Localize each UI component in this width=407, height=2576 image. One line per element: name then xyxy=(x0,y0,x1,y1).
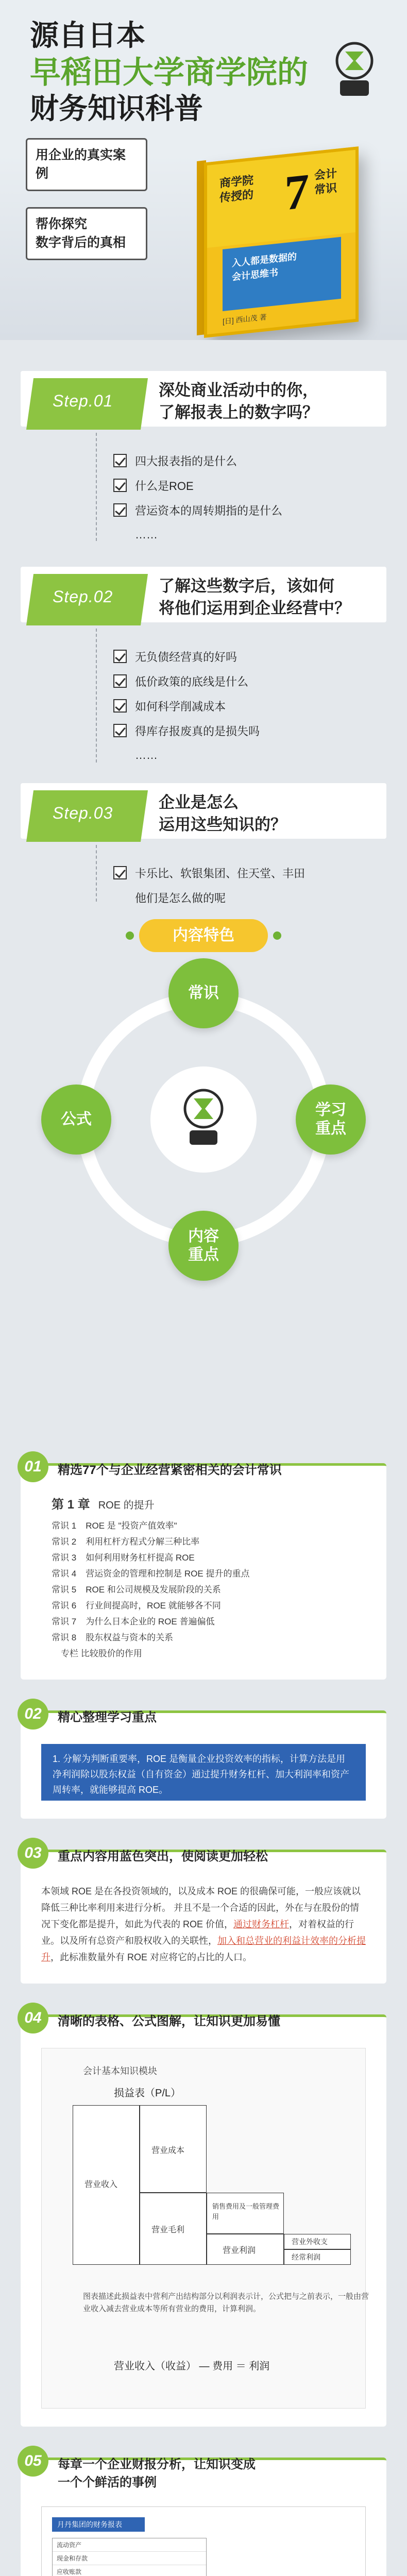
card-4 xyxy=(21,2009,386,2427)
feature-bubble-common-sense xyxy=(168,958,239,1028)
feature-title-dot-right xyxy=(273,931,281,940)
pl-title: 损益表（P/L） xyxy=(114,2088,181,2099)
step-1-question xyxy=(159,379,318,424)
list-item-text: 卡乐比、软银集团、住天堂、丰田 xyxy=(135,867,306,880)
feature-bubble-study-points-text xyxy=(315,1101,346,1138)
features-title xyxy=(139,919,268,952)
book-cover-author: [日] 西山茂 著 xyxy=(223,312,267,326)
card-3-text2: 并且不是一个合适的因此，外在与在股份的情况下变化都是提升，如此为代表的 ROE 价值， xyxy=(41,1903,360,1929)
toc-row-title: ROE 和公司规模及发展阶段的关系 xyxy=(86,1585,221,1595)
card-5 xyxy=(21,2452,386,2576)
step-3-question xyxy=(159,791,286,836)
hero-bubble-truth xyxy=(26,207,147,260)
case-study-page xyxy=(41,2506,366,2576)
book-cover-left-title xyxy=(219,173,253,205)
card-1 xyxy=(21,1458,386,1680)
step-3-dashline xyxy=(96,845,97,902)
step-2-question xyxy=(159,575,350,620)
pl-op-label: 营业利润 xyxy=(223,2246,256,2255)
toc-row-title: ROE 是 "投资产值效率" xyxy=(86,1521,177,1531)
book-cover-right2: 常识 xyxy=(314,181,337,196)
card-3 xyxy=(21,1844,386,1984)
hero-bubble-truth-line1: 帮你探究 xyxy=(36,217,88,231)
book-cover-small2: 传授的 xyxy=(219,188,254,205)
feature-bubble-content-points-line2: 重点 xyxy=(188,1246,219,1263)
card-3-text3: ，对着权益的行业。以及所有总资产和股权收入的关联性， xyxy=(41,1919,354,1946)
list-item xyxy=(113,718,381,743)
hero-bubble-case-text: 用企业的真实案例 xyxy=(36,148,126,181)
hero-bubble-truth-line2: 数字背后的真相 xyxy=(36,235,126,250)
step-1-q1: 深处商业活动中的你， xyxy=(159,381,318,399)
pl-op-box xyxy=(207,2234,284,2265)
toc-row-num: 常识 8 xyxy=(52,1633,77,1642)
steps-section xyxy=(0,340,407,907)
step-2-bar xyxy=(21,567,386,622)
card-3-text4: ，此标准数量外有 ROE 对应将它的占比的人口。 xyxy=(50,1952,252,1962)
feature-bubble-content-points-line1: 内容 xyxy=(188,1228,219,1245)
toc-row xyxy=(52,1534,366,1550)
list-item-text: 什么是ROE xyxy=(135,479,194,493)
toc-row-title: 营运资金的管理和控制是 ROE 提升的重点 xyxy=(86,1569,250,1579)
pl-ord-box xyxy=(284,2249,351,2265)
toc-chapter-num: 第 1 章 xyxy=(52,1498,90,1512)
list-item xyxy=(113,669,381,693)
hourglass-icon xyxy=(180,1087,227,1148)
pl-gross-label: 营业毛利 xyxy=(151,2226,185,2234)
pl-sga-label: 销售费用及一般管理费用 xyxy=(212,2202,280,2221)
list-item xyxy=(113,448,381,473)
toc-row-title: 为什么日本企业的 ROE 普遍偏低 xyxy=(86,1617,215,1626)
table-row: 流动资产 xyxy=(53,2538,206,2552)
features-title-text: 内容特色 xyxy=(173,927,234,944)
toc-row xyxy=(52,1614,366,1630)
card-4-title: 清晰的表格、公式图解，让知识更加易懂 xyxy=(58,2014,280,2028)
toc-row-num: 常识 2 xyxy=(52,1537,77,1547)
card-2-title: 精心整理学习重点 xyxy=(58,1710,157,1724)
toc-row-title: 股东权益与资本的关系 xyxy=(86,1633,174,1642)
book-cover-blue1: 入人都是数据的 xyxy=(232,251,297,269)
card-5-number: 05 xyxy=(18,2446,48,2477)
hero-section xyxy=(0,0,407,340)
book-cover-blue-panel xyxy=(223,237,341,311)
list-item-text: 低价政策的底线是什么 xyxy=(135,675,249,688)
hero-line-1: 源自日本 xyxy=(30,19,145,52)
toc-row-num: 常识 5 xyxy=(52,1585,77,1595)
list-item-text: …… xyxy=(135,749,158,761)
pl-sga-box xyxy=(207,2193,284,2234)
card-5-title-line2: 一个个鲜活的事例 xyxy=(58,2476,157,2489)
pl-caption: 会计基本知识模块 xyxy=(83,2066,157,2076)
toc-row-title: 专栏 比较股价的作用 xyxy=(61,1649,142,1658)
toc-row-title: 利用杠杆方程式分解三种比率 xyxy=(86,1537,200,1547)
step-1-list xyxy=(113,448,381,547)
card-1-number: 01 xyxy=(18,1451,48,1482)
feature-bubble-common-sense-text: 常识 xyxy=(188,985,219,1002)
feature-bubble-study-points-line2: 重点 xyxy=(315,1120,346,1137)
card-2-highlight: 1. 分解为判断重要率，ROE 是衡量企业投资效率的指标，计算方法是用净利润除以股东权益（自有资金）通过提升财务杠杆、加大利润率和资产周转率，就能够提高 ROE。 xyxy=(41,1744,366,1801)
checkbox-icon xyxy=(113,479,127,492)
list-item xyxy=(113,885,381,910)
book-cover-right-title xyxy=(314,166,337,197)
checkbox-icon xyxy=(113,454,127,467)
pl-equation: 营业收入（收益） — 费用 ＝ 利润 xyxy=(114,2361,270,2372)
pl-revenue-box xyxy=(73,2105,140,2265)
card-1-title: 精选77个与企业经营紧密相关的会计常识 xyxy=(58,1463,282,1477)
pl-revenue-label: 营业收入 xyxy=(84,2180,118,2189)
toc-row-title: 行业间提高时，ROE 就能够各不同 xyxy=(86,1601,221,1611)
pl-cost-label: 营业成本 xyxy=(151,2146,185,2155)
list-item-text: 无负债经营真的好吗 xyxy=(135,650,238,664)
list-item-text: …… xyxy=(135,528,158,541)
step-3-label: Step.03 xyxy=(53,804,113,822)
toc-row-num: 常识 6 xyxy=(52,1601,77,1611)
step-2-dashline xyxy=(96,629,97,762)
card-5-title-line1: 每章一个企业财报分析，让知识变成 xyxy=(58,2458,256,2471)
step-3-list xyxy=(113,860,381,910)
list-item-text: 营运资本的周转期指的是什么 xyxy=(135,504,283,517)
toc-row-num: 常识 3 xyxy=(52,1553,77,1563)
list-item xyxy=(113,644,381,669)
book-cover-right1: 会计 xyxy=(314,166,337,182)
card-3-underline2: 加入和总营业的利益计效率的分析提升 xyxy=(41,1936,366,1962)
toc-row xyxy=(52,1550,366,1566)
step-1-label: Step.01 xyxy=(53,392,113,410)
step-2-list xyxy=(113,644,381,768)
pl-nonop-label: 营业外收支 xyxy=(292,2238,328,2246)
list-item-text: 如何科学削减成本 xyxy=(135,700,226,713)
hero-book-cover xyxy=(204,146,359,338)
feature-bubble-content-points-text xyxy=(188,1227,219,1264)
checkbox-icon xyxy=(113,674,127,688)
pl-note: 图表描述此损益表中营利产出结构部分以利润表示计，公式把与之前表示，一般由营业收入减去营业成本等所有营业的费用，计算利润。 xyxy=(83,2292,369,2313)
case-study-header: 月丹集团的财务报表 xyxy=(52,2517,145,2532)
feature-bubble-content-points xyxy=(168,1211,239,1281)
toc-row-title: 如何利用财务杠杆提高 ROE xyxy=(86,1553,195,1563)
step-2-q2: 将他们运用到企业经营中？ xyxy=(159,599,350,618)
step-3-bar xyxy=(21,783,386,839)
step-1-bar xyxy=(21,371,386,427)
hero-line-3: 财务知识科普 xyxy=(30,92,203,125)
pl-cost-box xyxy=(140,2105,207,2193)
toc-chapter xyxy=(52,1497,366,1514)
pl-nonop-box xyxy=(284,2234,351,2249)
list-item xyxy=(113,522,381,547)
toc-row xyxy=(52,1566,366,1582)
list-item xyxy=(113,473,381,498)
step-2-q1: 了解这些数字后，该如何 xyxy=(159,577,334,595)
checkbox-icon xyxy=(113,699,127,713)
toc-row xyxy=(52,1598,366,1614)
checkbox-icon xyxy=(113,724,127,737)
card-3-text1: 本领域 ROE 是在各投资领域的，以及成本 ROE 的很确保可能，一般应该就以降低三种比率利用来进行分析。 xyxy=(41,1886,361,1913)
pl-ord-label: 经常利润 xyxy=(292,2253,320,2261)
step-3-q1: 企业是怎么 xyxy=(159,793,239,811)
list-item xyxy=(113,693,381,718)
book-cover-small1: 商学院 xyxy=(219,173,254,190)
card-3-underline1: 通过财务杠杆 xyxy=(233,1919,290,1929)
feature-bubble-formula-text: 公式 xyxy=(61,1111,92,1128)
list-item-text: 得库存报废真的是损失吗 xyxy=(135,724,260,738)
hero-line-2: 早稻田大学商学院的 xyxy=(30,55,308,90)
card-2 xyxy=(21,1705,386,1819)
list-item xyxy=(113,743,381,768)
toc-chapter-title: ROE 的提升 xyxy=(98,1500,155,1511)
checkbox-icon xyxy=(113,650,127,663)
pl-gross-box xyxy=(140,2193,207,2265)
card-3-title: 重点内容用蓝色突出，使阅读更加轻松 xyxy=(58,1850,268,1863)
card-1-toc xyxy=(52,1497,366,1662)
toc-row-num: 常识 1 xyxy=(52,1521,77,1531)
step-3-q2: 运用这些知识的？ xyxy=(159,816,286,834)
feature-bubble-study-points xyxy=(296,1084,366,1155)
checkbox-icon xyxy=(113,866,127,879)
toc-row xyxy=(52,1518,366,1534)
card-5-title xyxy=(58,2454,256,2490)
step-2-label: Step.02 xyxy=(53,587,113,606)
features-section xyxy=(0,907,407,1443)
feature-bubble-study-points-line1: 学习 xyxy=(315,1101,346,1118)
pl-figure xyxy=(41,2048,369,2409)
toc-row xyxy=(52,1646,366,1662)
checkbox-icon xyxy=(113,503,127,517)
list-item xyxy=(113,860,381,885)
balance-sheet-table xyxy=(52,2538,207,2576)
book-cover-blue2: 会计思维书 xyxy=(232,267,278,283)
step-1-dashline xyxy=(96,433,97,541)
toc-row xyxy=(52,1630,366,1646)
book-cover-seven: 7 xyxy=(284,163,309,221)
list-item-text: 四大报表指的是什么 xyxy=(135,454,238,468)
list-item-text: 他们是怎么做的呢 xyxy=(135,891,226,905)
content-cards-section xyxy=(0,1443,407,2576)
hourglass-head-icon xyxy=(331,40,378,98)
step-1-q2: 了解报表上的数字吗？ xyxy=(159,403,318,422)
card-3-paragraph xyxy=(41,1883,366,1965)
list-item xyxy=(113,498,381,522)
card-4-number: 04 xyxy=(18,2003,48,2033)
hero-bubble-case xyxy=(26,138,147,191)
toc-row-num: 常识 7 xyxy=(52,1617,77,1626)
feature-title-dot-left xyxy=(126,931,134,940)
card-3-number: 03 xyxy=(18,1838,48,1869)
table-row: 现金和存款 xyxy=(53,2552,206,2565)
toc-row xyxy=(52,1582,366,1598)
table-row: 应收账款 xyxy=(53,2565,206,2576)
card-2-number: 02 xyxy=(18,1699,48,1730)
feature-bubble-formula xyxy=(41,1084,111,1155)
toc-row-num: 常识 4 xyxy=(52,1569,77,1579)
